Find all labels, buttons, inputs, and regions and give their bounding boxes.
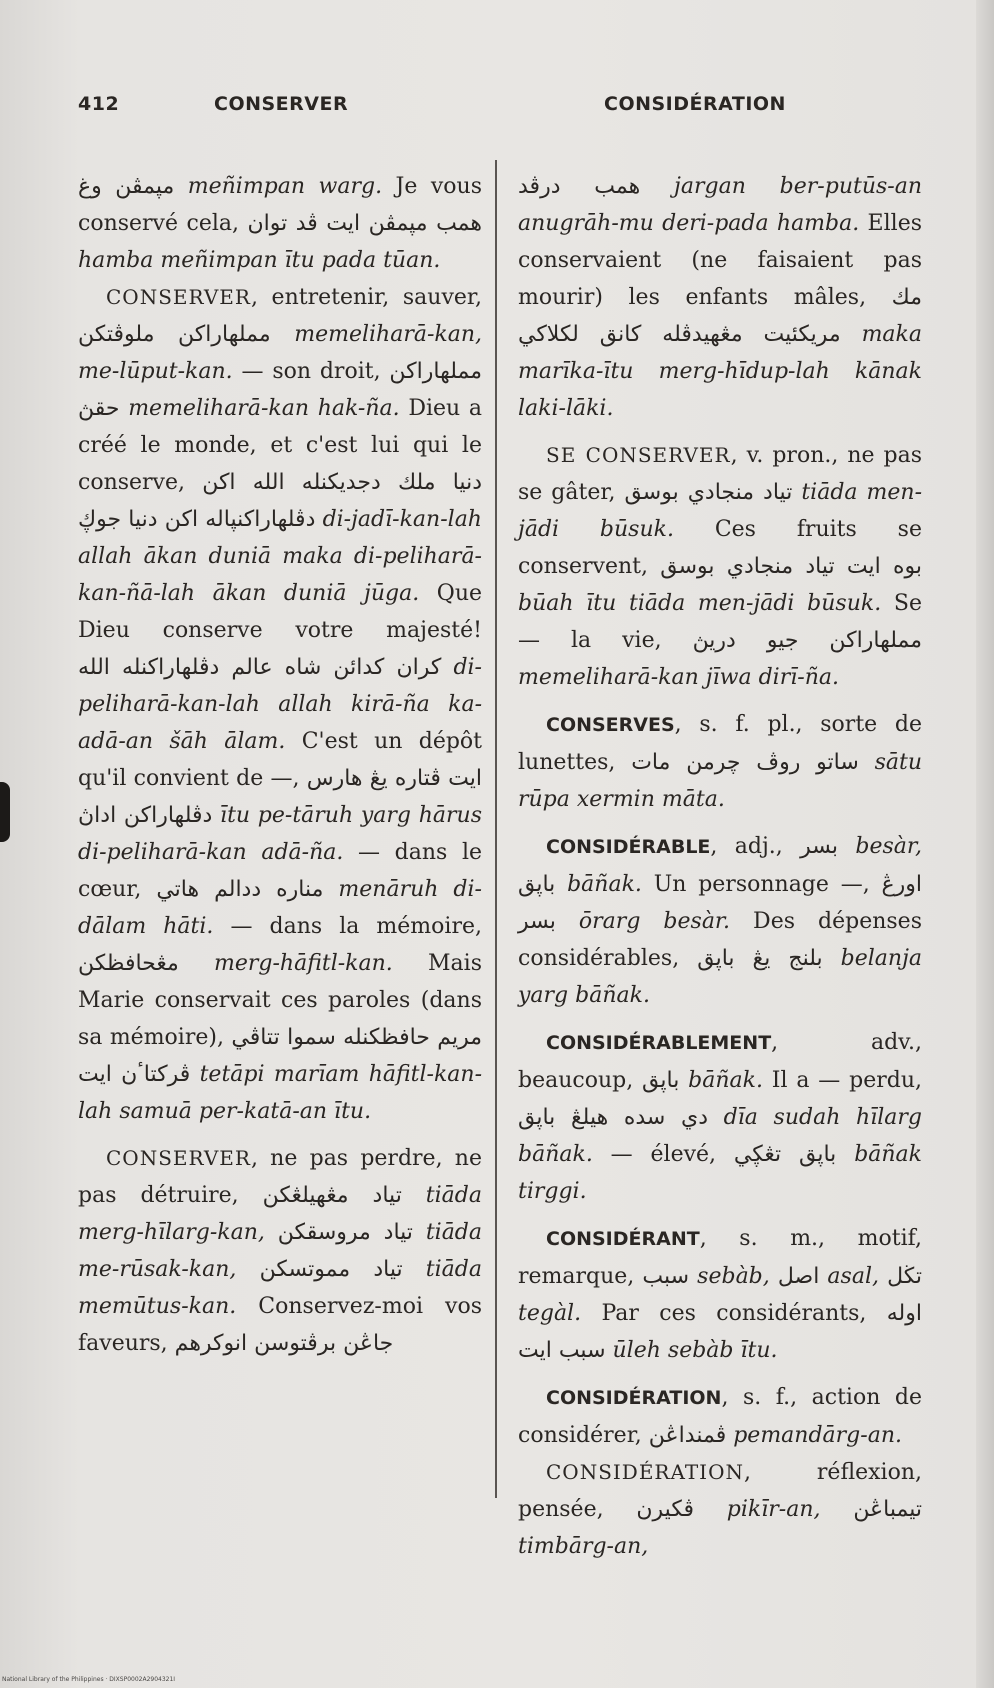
transliteration: menāruh di-dālam hāti. <box>78 877 482 939</box>
transliteration: bāñak tirggi. <box>518 1142 923 1204</box>
arabic-text: سبب <box>642 1264 690 1289</box>
headword: CONSIDÉRABLEMENT <box>546 1032 772 1054</box>
definition-text: Je vous conservé cela, <box>78 174 482 236</box>
transliteration: ōrarg besàr. <box>578 909 731 934</box>
arabic-text: ساتو روڤ چرمن مات <box>631 750 859 775</box>
transliteration: tiāda men-jādi būsuk. <box>518 480 922 542</box>
transliteration: pikīr-an, <box>726 1497 821 1522</box>
transliteration: tetāpi marīam hāfitl-kan-lah samuā per-katā-an ītu. <box>78 1062 483 1124</box>
arabic-text: مڠحافظكن <box>78 951 179 976</box>
headword: CONSIDÉRATION <box>546 1387 722 1409</box>
page-edge-shadow <box>976 0 994 1688</box>
transliteration: besàr, <box>855 834 922 859</box>
arabic-text: مملهاراكن <box>389 359 482 384</box>
arabic-text: مك <box>891 285 922 310</box>
definition-text: Elles conservaient (ne faisaient pas mourir) les enfants mâles, <box>518 211 922 310</box>
arabic-text: مريم حافظكنله سموا ڤركتاٴن ايت <box>78 1025 482 1087</box>
definition-text: , s. m., motif, remarque, <box>518 1226 922 1289</box>
transliteration: tegàl. <box>518 1301 582 1326</box>
transliteration: memeliharā-kan <box>128 396 309 421</box>
transliteration: tiāda memūtus-kan. <box>78 1257 482 1319</box>
definition-text: , s. f., action de considérer, <box>518 1385 922 1448</box>
transliteration: maka marīka-ītu merg-hīdup-lah kānak laki-lāki. <box>518 322 922 421</box>
headword: SE CONSERVER <box>546 443 731 467</box>
transliteration: hamba meñimpan ītu pada tūan. <box>78 248 441 273</box>
transliteration: me-lūput-kan. <box>78 359 233 384</box>
arabic-text: كران كدائن شاه عالم <box>231 655 442 680</box>
scan-footer: National Library of the Philippines · DIXSP0002A2904321I <box>2 1676 176 1683</box>
definition-text: C'est un dépôt qu'il convient de —, <box>78 729 483 791</box>
transliteration: di-jadī-kan-lah allah ākan duniā maka di-peliharā-kan-ñā-lah ākan duniā jūga. <box>78 507 482 606</box>
arabic-text: اصل <box>777 1264 820 1289</box>
arabic-text: مپمڤن وغ <box>78 174 175 199</box>
definition-text: Il a — perdu, <box>762 1068 922 1093</box>
arabic-text: جاڠن برڤتوسن انوكرهم <box>174 1331 394 1356</box>
arabic-text: دنيا ملك دڤلهاراكنڽاله اكن دنيا جوڮ <box>78 470 482 532</box>
arabic-text: اوله <box>886 1301 922 1326</box>
transliteration: timbārg-an, <box>518 1534 649 1559</box>
arabic-text: تياد منجادي بوسق <box>624 480 793 505</box>
definition-text: , adj., <box>710 834 801 859</box>
definition-text: Conservez-moi vos faveurs, <box>78 1294 482 1356</box>
arabic-text: دي سده هيلڠ باڽق <box>518 1105 709 1130</box>
headword: CONSIDÉRANT <box>546 1228 700 1250</box>
arabic-text: بلنج يڠ باڽق <box>697 946 823 971</box>
arabic-text: ايت ڤتاره يڠ هارس <box>306 766 482 791</box>
transliteration: hak-ña. <box>317 396 400 421</box>
running-head-left: CONSERVER <box>214 93 349 115</box>
entry-conserves <box>518 706 922 818</box>
definition-text: , entretenir, sauver, <box>250 285 482 310</box>
arabic-text: حقڽ <box>78 396 120 421</box>
arabic-text: تياد مموتسكن <box>259 1257 403 1282</box>
left-column <box>78 168 482 1362</box>
headword: CONSERVES <box>546 714 675 736</box>
arabic-text: تيمباڠن <box>853 1497 923 1522</box>
binding-mark <box>0 782 10 842</box>
transliteration: ūleh sebàb ītu. <box>612 1338 778 1363</box>
transliteration: būah ītu tiāda men-jādi būsuk. <box>518 591 882 616</box>
arabic-text: تڬل <box>887 1264 923 1289</box>
arabic-text: تياد مروسقكن <box>277 1220 413 1245</box>
transliteration: tiāda me-rūsak-kan, <box>78 1220 483 1282</box>
transliteration: bāñak. <box>567 872 642 897</box>
arabic-text: باڽق <box>642 1068 680 1093</box>
transliteration: sātu rūpa xermin māta. <box>518 750 922 812</box>
headword: CONSIDÉRATION <box>546 1460 744 1484</box>
transliteration: pemandārg-an. <box>733 1423 902 1448</box>
arabic-text: بوه ايت تياد منجادي بوسق <box>660 554 922 579</box>
definition-text: , réflexion, pensée, <box>518 1460 922 1522</box>
definition-text: , ne pas perdre, ne pas détruire, <box>78 1146 482 1208</box>
definition-text: — élevé, <box>592 1142 734 1167</box>
arabic-text: تتاڤي <box>231 1025 280 1050</box>
entry-considerable <box>518 828 922 1014</box>
entry-conserver-2 <box>78 1140 482 1362</box>
definition-text: Des dépenses considérables, <box>518 909 922 971</box>
transliteration: merg-hāfitl-kan. <box>214 951 393 976</box>
definition-text: Ces fruits se conservent, <box>518 517 922 579</box>
arabic-text: دجديكنله الله اكن <box>202 470 381 495</box>
headword: CONSERVER <box>106 1146 251 1170</box>
entry-conserver-1 <box>78 279 482 1130</box>
entry-consideration-2 <box>518 1454 922 1565</box>
arabic-text: سبب ايت <box>518 1338 606 1363</box>
definition-text: Un personnage —, <box>641 872 882 897</box>
transliteration: bāñak. <box>688 1068 763 1093</box>
entry-se-conserver <box>518 437 922 696</box>
entry-continuation <box>78 168 482 279</box>
transliteration: memeliharā-kan jīwa dirī-ña. <box>518 665 839 690</box>
transliteration: di-peliharā-kan-lah allah kirā-ña ka-adā-an šāh ālam. <box>78 655 482 754</box>
arabic-text: دڤلهاراكنله الله <box>78 655 220 680</box>
headword: CONSIDÉRABLE <box>546 836 711 858</box>
transliteration: jargan ber-putūs-an anugrāh-mu deri-pada hamba. <box>518 174 923 236</box>
entry-considerablement <box>518 1024 922 1210</box>
entry-continuation <box>518 168 922 427</box>
arabic-text: تياد مڠهيلڠكن <box>262 1183 402 1208</box>
definition-text: Se — la vie, <box>518 591 922 653</box>
arabic-text: مملهاراكن <box>178 322 271 347</box>
arabic-text: باڽق <box>518 872 556 897</box>
definition-text: , v. pron., ne pas se gâter, <box>518 443 922 505</box>
definition-text: Mais Marie conservait ces paroles (dans sa mémoire), <box>78 951 482 1050</box>
arabic-text: بسر <box>800 834 839 859</box>
arabic-text: ملوڤتكن <box>78 322 155 347</box>
transliteration: ītu pe-tāruh yarg hārus di-peliharā-kan adā-ña. <box>78 803 482 865</box>
arabic-text: همب مپمڤن ايت ڤد توان <box>247 211 482 236</box>
right-column <box>518 168 922 1565</box>
arabic-text: همب درڤد <box>518 174 641 199</box>
arabic-text: مريكئيت مڠهيدڤله كانق لكلاكي <box>518 322 841 347</box>
arabic-text: مملهاراكن جيو دريڽ <box>692 628 922 653</box>
entry-considerant <box>518 1220 922 1369</box>
definition-text: Que Dieu conserve votre majesté! <box>78 581 483 643</box>
arabic-text: باڽق تڠڮي <box>733 1142 837 1167</box>
definition-text: Par ces considérants, <box>581 1301 887 1326</box>
arabic-text: ڤكيرن <box>636 1497 694 1522</box>
arabic-text: دڤلهاراكن اداڽ <box>78 803 213 828</box>
page-number: 412 <box>78 93 120 115</box>
definition-text: , adv., beaucoup, <box>518 1030 922 1093</box>
transliteration: sebàb, <box>697 1264 770 1289</box>
definition-text: , s. f. pl., sorte de lunettes, <box>518 712 922 775</box>
transliteration: memeliharā-kan, <box>294 322 482 347</box>
column-divider <box>495 160 497 1498</box>
definition-text: Dieu a créé le monde, et c'est lui qui le conserve, <box>78 396 483 495</box>
transliteration: dīa sudah hīlarg bāñak. <box>518 1105 922 1167</box>
transliteration: asal, <box>827 1264 879 1289</box>
transliteration: tiāda merg-hīlarg-kan, <box>78 1183 482 1245</box>
transliteration: meñimpan warg. <box>187 174 383 199</box>
running-head-right: CONSIDÉRATION <box>604 93 786 115</box>
transliteration: belanja yarg bāñak. <box>518 946 923 1008</box>
definition-text: — son droit, <box>232 359 390 384</box>
entry-consideration-1 <box>518 1379 922 1454</box>
arabic-text: ڤمنداڠن <box>648 1423 727 1448</box>
arabic-text: مناره ددالم هاتي <box>156 877 324 902</box>
definition-text: — dans le cœur, <box>78 840 483 902</box>
arabic-text: اورڠ بسر <box>518 872 922 934</box>
definition-text: — dans la mémoire, <box>213 914 482 939</box>
headword: CONSERVER <box>106 285 251 309</box>
